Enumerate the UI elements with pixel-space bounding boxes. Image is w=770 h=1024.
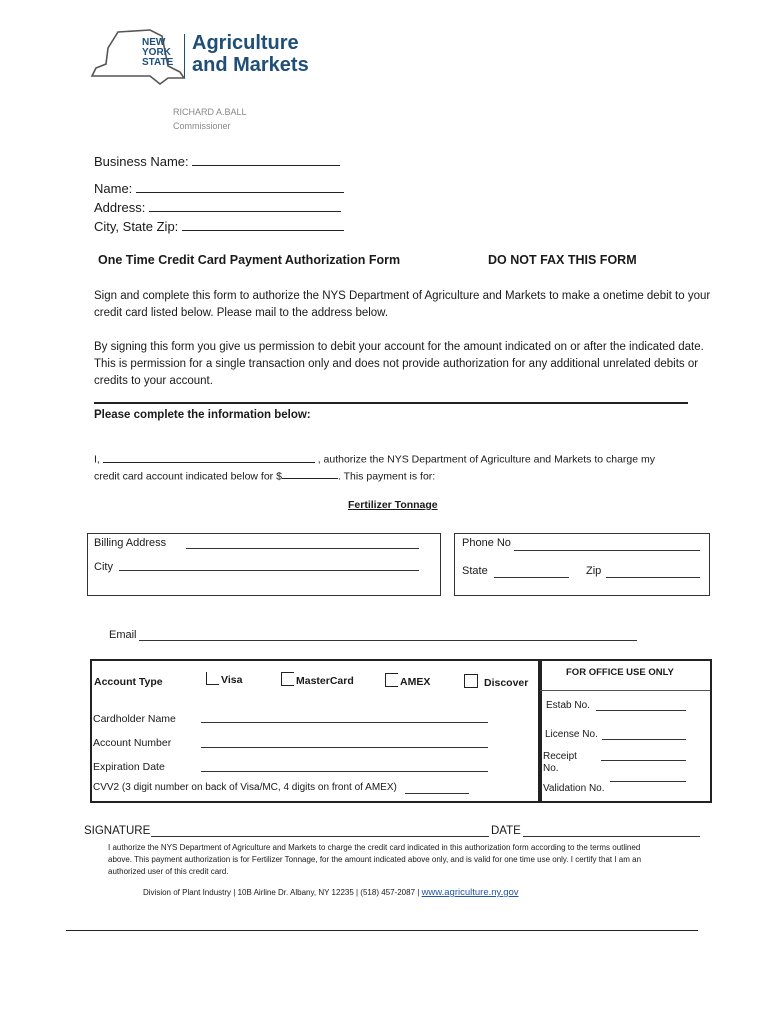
amex-checkbox[interactable] xyxy=(385,673,398,687)
phone-label: Phone No xyxy=(462,537,511,549)
city-state-zip-row xyxy=(94,217,344,236)
office-use-divider xyxy=(540,690,710,691)
intro-paragraph: Sign and complete this form to authorize the NYS Department of Agriculture and Markets to make a onetime debit to your credit card listed below. Please mail to the address below. xyxy=(94,290,711,319)
amex-label: AMEX xyxy=(400,676,431,688)
receipt-field[interactable] xyxy=(601,760,686,761)
commissioner-title: Commissioner xyxy=(173,121,231,131)
address-row xyxy=(94,198,344,217)
city-label: City xyxy=(94,561,113,573)
zip-field[interactable] xyxy=(606,577,700,578)
state-field[interactable] xyxy=(494,577,569,578)
expiration-date-field[interactable] xyxy=(201,771,488,772)
state-label: State xyxy=(462,565,488,577)
validation-label: Validation No. xyxy=(543,783,605,794)
authorize-middle: , authorize the NYS Department of Agriculture and Markets to charge my xyxy=(317,453,656,466)
name-field[interactable] xyxy=(136,179,344,193)
section-divider xyxy=(94,402,688,404)
commissioner-name: RICHARD A.BALL xyxy=(173,107,247,117)
mastercard-option[interactable] xyxy=(281,672,354,687)
amount-field[interactable] xyxy=(282,468,338,480)
payment-for: Fertilizer Tonnage xyxy=(348,499,438,511)
city-state-zip-label: City, State Zip: xyxy=(94,219,179,234)
cardholder-name-field[interactable] xyxy=(201,722,488,723)
billing-address-label: Billing Address xyxy=(94,537,167,549)
account-number-label: Account Number xyxy=(93,737,172,749)
form-title: One Time Credit Card Payment Authorization Form xyxy=(98,253,401,267)
authorize-suffix: . This payment is for: xyxy=(337,470,436,482)
license-label: License No. xyxy=(545,729,598,740)
estab-field[interactable] xyxy=(596,710,686,711)
name-label: Name: xyxy=(94,181,133,196)
logo-state-line-2: YORK xyxy=(142,47,171,58)
receipt-field-2[interactable] xyxy=(610,781,686,782)
footer-address-text: Division of Plant Industry | 10B Airline Dr. Albany, NY 12235 | (518) 457-2087 | xyxy=(143,888,420,897)
email-label: Email xyxy=(109,629,137,641)
receipt-label-line-1: Receipt xyxy=(543,751,577,762)
discover-label: Discover xyxy=(484,677,529,689)
expiration-date-label: Expiration Date xyxy=(93,761,165,773)
cvv2-field[interactable] xyxy=(405,793,469,794)
business-name-label: Business Name: xyxy=(94,154,189,169)
authorize-prefix: I, xyxy=(94,453,100,466)
authorizer-name-field[interactable] xyxy=(103,451,315,463)
cardholder-name-label: Cardholder Name xyxy=(93,713,176,725)
mastercard-checkbox[interactable] xyxy=(281,672,294,686)
signature-label: SIGNATURE xyxy=(84,825,151,837)
name-row xyxy=(94,179,344,198)
discover-checkbox[interactable] xyxy=(464,674,478,688)
business-name-row xyxy=(94,152,344,171)
billing-address-field[interactable] xyxy=(186,548,419,549)
address-field[interactable] xyxy=(149,198,341,212)
cvv2-label: CVV2 (3 digit number on back of Visa/MC, 4 digits on front of AMEX) xyxy=(93,782,397,793)
email-field[interactable] xyxy=(139,640,637,641)
complete-heading: Please complete the information below: xyxy=(94,409,311,421)
permission-paragraph: By signing this form you give us permission to debit your account for the amount indicated on or after the indicated date. This is permission for a single transaction only and does not provide authorization for any additional unrelated debits or credits to your account. xyxy=(94,341,704,387)
date-field[interactable] xyxy=(523,836,700,837)
license-field[interactable] xyxy=(602,739,686,740)
footer-website-link[interactable]: www.agriculture.ny.gov xyxy=(421,887,519,898)
account-type-label: Account Type xyxy=(94,676,163,688)
logo-and-markets: and Markets xyxy=(192,54,309,76)
visa-checkbox[interactable] xyxy=(206,672,219,685)
fax-notice: DO NOT FAX THIS FORM xyxy=(488,253,637,267)
zip-label: Zip xyxy=(586,565,602,577)
city-field[interactable] xyxy=(119,570,419,571)
phone-field[interactable] xyxy=(514,550,700,551)
logo-divider xyxy=(184,34,185,78)
mastercard-label: MasterCard xyxy=(296,675,354,687)
business-name-field[interactable] xyxy=(192,152,340,166)
logo-state-line-1: NEW xyxy=(142,37,166,48)
date-label: DATE xyxy=(491,825,521,837)
authorize-line-1 xyxy=(94,451,655,468)
amex-option[interactable] xyxy=(385,673,430,688)
logo-agriculture: Agriculture xyxy=(192,32,299,54)
visa-label: Visa xyxy=(221,674,243,686)
nys-logo xyxy=(88,26,328,90)
authorize-amount-label: credit card account indicated below for $ xyxy=(94,470,282,482)
office-use-heading: FOR OFFICE USE ONLY xyxy=(566,667,674,678)
estab-label: Estab No. xyxy=(546,700,590,711)
authorize-line-2 xyxy=(94,468,655,485)
discover-option[interactable] xyxy=(464,674,528,689)
account-number-field[interactable] xyxy=(201,747,488,748)
footer-rule xyxy=(66,930,698,931)
footer-address xyxy=(143,887,519,898)
visa-option[interactable] xyxy=(206,672,242,686)
signature-field[interactable] xyxy=(151,836,489,837)
address-label: Address: xyxy=(94,200,146,215)
receipt-label-line-2: No. xyxy=(543,763,559,774)
logo-state-line-3: STATE xyxy=(142,57,174,68)
city-state-zip-field[interactable] xyxy=(182,217,344,231)
legal-text: I authorize the NYS Department of Agriculture and Markets to charge the credit card indicated in this authorization form according to the terms outlined above. This payment authorization is for Fertilizer Tonnage, for the amount indicated above only, and is valid for one time use only. I certify that I am an authorized user of this credit card. xyxy=(108,843,642,876)
